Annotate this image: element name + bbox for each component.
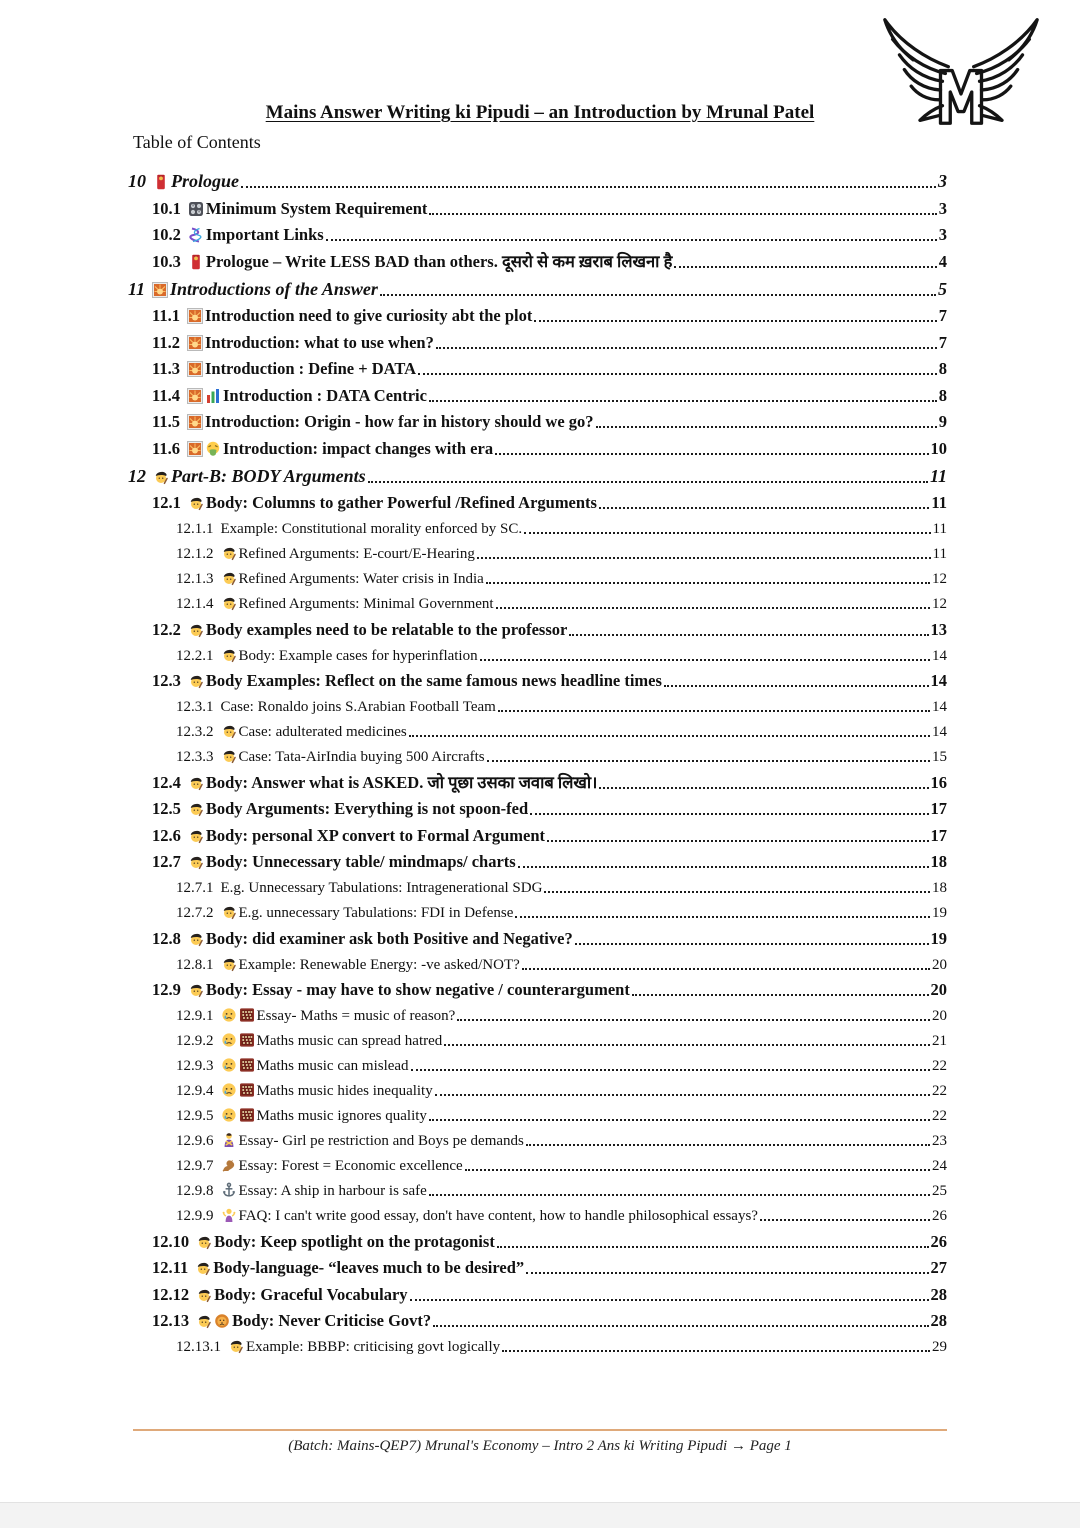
toc-entry[interactable]	[128, 538, 947, 563]
toc-entry-title: Maths music can spread hatred	[256, 1033, 443, 1049]
toc-dotted-leader	[495, 453, 928, 455]
toc-entry-page: 10	[930, 438, 947, 458]
toc-dotted-leader	[409, 735, 930, 737]
toc-entry-title: Body: Essay - may have to show negative / counterargument	[205, 980, 630, 999]
toc-dotted-leader	[522, 968, 930, 970]
toc-entry-title: E.g. unnecessary Tabulations: FDI in Defense	[238, 905, 514, 921]
toc-entry[interactable]	[128, 219, 947, 246]
toc-entry-title: FAQ: I can't write good essay, don't have content, how to handle philosophical essays?	[238, 1208, 758, 1224]
toc-entry-page: 4	[938, 251, 947, 271]
toc-entry[interactable]	[128, 563, 947, 588]
toc-entry-page: 9	[938, 412, 947, 431]
toc-dotted-leader	[457, 1019, 930, 1021]
toc-entry-title: Body examples need to be relatable to the professor	[205, 619, 568, 639]
man-artist-icon	[188, 854, 204, 870]
toc-entry[interactable]	[128, 1050, 947, 1075]
toc-entry-page: 3	[938, 171, 947, 191]
toc-entry[interactable]	[128, 192, 947, 219]
toc-entry-number: 11.5	[152, 412, 180, 431]
toc-entry-page: 11	[932, 521, 947, 537]
toc-entry[interactable]	[128, 897, 947, 922]
toc-entry[interactable]	[128, 1125, 947, 1150]
toc-dotted-leader	[429, 213, 936, 215]
toc-entry-number: 12.13.1	[176, 1339, 221, 1355]
toc-entry[interactable]	[128, 1200, 947, 1225]
man-artist-icon	[221, 545, 237, 561]
toc-dotted-leader	[760, 1219, 930, 1221]
toc-entry-number: 11.3	[152, 359, 180, 378]
abacus-icon	[239, 1082, 255, 1098]
abacus-icon	[239, 1107, 255, 1123]
toc-entry[interactable]	[128, 326, 947, 353]
toc-dotted-leader	[429, 400, 937, 402]
toc-dotted-leader	[632, 994, 929, 996]
toc-entry-number: 12.9.3	[176, 1058, 214, 1074]
toc-entry-page: 11	[932, 546, 947, 562]
toc-entry-title: Body: Example cases for hyperinflation	[238, 647, 478, 664]
toc-dotted-leader	[498, 710, 930, 712]
toc-entry-number: 12.5	[152, 799, 181, 818]
toc-entry-number: 12.9.9	[176, 1208, 214, 1224]
page-title: Mains Answer Writing ki Pipudi – an Introduction by Mrunal Patel	[265, 102, 815, 123]
toc-entry-number: 12.9.8	[176, 1183, 214, 1199]
toc-dotted-leader	[526, 1272, 928, 1274]
toc-dotted-leader	[496, 607, 930, 609]
toc-entry-title: Introduction : DATA Centric	[222, 385, 427, 405]
toc-entry-title: Essay: Forest = Economic excellence	[238, 1158, 463, 1174]
toc-entry-title: Body: did examiner ask both Positive and Negative?	[205, 928, 573, 948]
vomiting-face-icon	[205, 441, 221, 457]
toc-entry-number: 12.8	[152, 928, 181, 948]
toc-entry-number: 11.2	[152, 332, 180, 352]
toc-entry-number: 12	[128, 465, 146, 486]
toc-entry-number: 10.3	[152, 251, 181, 271]
toc-entry[interactable]	[128, 300, 947, 327]
toc-dotted-leader	[368, 481, 928, 483]
toc-dotted-leader	[544, 891, 930, 893]
toc-entry-title: Essay: A ship in harbour is safe	[238, 1183, 427, 1199]
toc-entry[interactable]	[128, 432, 947, 459]
toc-entry-title: Body: personal XP convert to Formal Argument	[205, 825, 546, 845]
toc-entry-number: 10.2	[152, 225, 181, 244]
toc-entry-page: 12	[932, 596, 947, 612]
toc-entry-number: 12.3.2	[176, 724, 214, 740]
toc-entry-number: 12.1.4	[176, 596, 214, 612]
toc-entry-page: 25	[932, 1183, 947, 1199]
toc-dotted-leader	[444, 1044, 930, 1046]
toc-entry-number: 10	[128, 171, 146, 191]
toc-entry-title: Refined Arguments: E-court/E-Hearing	[238, 546, 475, 562]
toc-entry-page: 14	[932, 724, 947, 740]
toc-entry-page: 24	[932, 1158, 947, 1174]
man-artist-icon	[221, 647, 237, 663]
toc-entry-title: Prologue – Write LESS BAD than others. दूसरो से कम ख़राब लिखना है	[205, 251, 673, 271]
footer-text: (Batch: Mains-QEP7) Mrunal's Economy – Intro 2 Ans ki Writing Pipudi → Page 1	[288, 1438, 792, 1454]
toc-entry-title: Body: Keep spotlight on the protagonist	[214, 1231, 495, 1251]
toc-entry-page: 8	[938, 385, 947, 405]
toc-entry[interactable]	[128, 1075, 947, 1100]
lion-icon	[214, 1313, 230, 1329]
man-artist-icon	[188, 828, 204, 844]
toc-entry[interactable]	[128, 1000, 947, 1025]
toc-entry[interactable]	[128, 588, 947, 613]
toc-entry-page: 16	[930, 772, 947, 792]
toc-entry-page: 26	[932, 1208, 947, 1224]
red-envelope-icon	[188, 254, 204, 270]
toc-dotted-leader	[524, 532, 930, 534]
toc-entry-title: Body-language- “leaves much to be desired”	[213, 1258, 525, 1277]
toc-entry-number: 12.9	[152, 980, 181, 999]
toc-entry[interactable]	[128, 272, 947, 300]
toc-entry-page: 28	[930, 1284, 947, 1304]
bar-chart-icon	[205, 388, 221, 404]
toc-entry-page: 18	[930, 852, 947, 871]
man-artist-icon	[221, 595, 237, 611]
toc-entry-number: 12.13	[152, 1311, 190, 1330]
toc-dotted-leader	[326, 239, 937, 241]
toc-entry[interactable]	[128, 691, 947, 716]
toc-entry-page: 19	[930, 928, 947, 948]
man-artist-icon	[188, 801, 204, 817]
toc-entry-page: 22	[932, 1108, 947, 1124]
dna-icon	[188, 227, 204, 243]
toc-entry-number: 12.3.1	[176, 699, 214, 715]
toc-entry-number: 12.10	[152, 1231, 190, 1251]
toc-entry-number: 12.4	[152, 772, 181, 792]
toc-entry-number: 12.7.2	[176, 905, 214, 921]
toc-entry-page: 29	[932, 1339, 947, 1355]
man-artist-icon	[221, 956, 237, 972]
abacus-icon	[239, 1057, 255, 1073]
toc-dotted-leader	[429, 1119, 930, 1121]
toc-entry-title: Part-B: BODY Arguments	[171, 465, 366, 486]
person-shrugging-icon	[221, 1207, 237, 1223]
man-artist-icon	[221, 570, 237, 586]
toc-entry-page: 12	[932, 571, 947, 587]
toc-entry[interactable]	[128, 513, 947, 538]
toc-dotted-leader	[674, 266, 936, 268]
toc-entry-page: 18	[932, 880, 947, 896]
toc-entry-page: 13	[930, 619, 947, 639]
toc-entry-number: 12.9.7	[176, 1158, 214, 1174]
toc-entry[interactable]	[128, 1252, 947, 1279]
toc-entry-number: 12.1	[152, 493, 181, 512]
toc-entry-title: Case: Ronaldo joins S.Arabian Football Team	[220, 699, 496, 715]
toc-dotted-leader	[433, 1325, 928, 1327]
toc-dotted-leader	[418, 373, 937, 375]
sunrise-icon	[187, 308, 203, 324]
toc-entry-page: 19	[932, 905, 947, 921]
toc-entry[interactable]	[128, 164, 947, 192]
abacus-icon	[239, 1032, 255, 1048]
toc-entry-number: 12.9.5	[176, 1108, 214, 1124]
toc-entry-title: Example: Renewable Energy: -ve asked/NOT?	[238, 956, 520, 973]
toc-entry[interactable]	[128, 949, 947, 974]
toc-dotted-leader	[575, 943, 929, 945]
toc-entry-title: Body: Never Criticise Govt?	[232, 1311, 432, 1330]
toc-entry-number: 12.2.1	[176, 647, 214, 664]
toc-entry-number: 12.2	[152, 619, 181, 639]
toc-dotted-leader	[487, 760, 930, 762]
toc-entry-number: 10.1	[152, 198, 181, 218]
toc-entry-title: Body: Graceful Vocabulary	[214, 1284, 408, 1304]
toc-entry-page: 22	[932, 1058, 947, 1074]
toc-entry[interactable]	[128, 872, 947, 897]
toc-entry-number: 12.9.6	[176, 1133, 214, 1149]
toc-entry[interactable]	[128, 459, 947, 487]
toc-entry[interactable]	[128, 793, 947, 820]
toc-entry-number: 12.1.1	[176, 521, 214, 537]
toc-entry-number: 12.1.3	[176, 571, 214, 587]
toc-entry[interactable]	[128, 406, 947, 433]
anchor-icon	[221, 1182, 237, 1198]
footer-rule	[133, 1429, 947, 1431]
toc-heading: Table of Contents	[133, 132, 261, 152]
toc-entry-number: 12.3.3	[176, 749, 214, 765]
toc-dotted-leader	[435, 1094, 930, 1096]
toc-entry-title: Example: BBBP: criticising govt logically	[246, 1339, 501, 1355]
toc-entry-page: 17	[930, 799, 947, 818]
toc-entry-title: Body: Columns to gather Powerful /Refined Arguments	[205, 493, 597, 512]
abacus-icon	[239, 1007, 255, 1023]
toc-entry[interactable]	[128, 1150, 947, 1175]
toc-entry-number: 12.9.4	[176, 1083, 214, 1099]
toc-entry-number: 12.9.1	[176, 1008, 214, 1024]
toc-entry-page: 20	[932, 1008, 947, 1024]
man-artist-icon	[221, 904, 237, 920]
toc-entry[interactable]	[128, 922, 947, 949]
toc-entry-title: Introduction: Origin - how far in history should we go?	[204, 412, 594, 431]
toc-dotted-leader	[526, 1144, 930, 1146]
toc-entry-number: 12.6	[152, 825, 181, 845]
toc-entry-title: Example: Constitutional morality enforced by SC.	[220, 521, 523, 537]
toc-dotted-leader	[480, 659, 930, 661]
man-artist-icon	[153, 469, 169, 485]
toc-dotted-leader	[569, 634, 928, 636]
toc-entry-number: 12.8.1	[176, 956, 214, 973]
toc-dotted-leader	[429, 1194, 930, 1196]
sunrise-icon	[187, 335, 203, 351]
toc-dotted-leader	[411, 1069, 930, 1071]
toc-dotted-leader	[530, 813, 928, 815]
toc-dotted-leader	[241, 186, 936, 188]
toc-entry-number: 12.9.2	[176, 1033, 214, 1049]
sunrise-icon	[187, 414, 203, 430]
toc-entry-title: Maths music can mislead	[256, 1058, 409, 1074]
toc-entry-page: 14	[930, 671, 947, 690]
sunrise-icon	[187, 441, 203, 457]
man-artist-icon	[188, 495, 204, 511]
toc-entry[interactable]	[128, 716, 947, 741]
toc-entry-title: Case: Tata-AirIndia buying 500 Aircrafts	[238, 749, 485, 765]
toc-entry[interactable]	[128, 613, 947, 640]
toc-entry-page: 5	[938, 278, 947, 299]
toc-entry-title: Case: adulterated medicines	[238, 724, 407, 740]
crying-face-icon	[221, 1057, 237, 1073]
person-gesturing-no-icon	[221, 1132, 237, 1148]
sunrise-icon	[152, 282, 168, 298]
toc-entry-title: Body: Answer what is ASKED. जो पूछा उसका जवाब लिखो।	[205, 772, 598, 792]
toc-entry[interactable]	[128, 846, 947, 873]
toc-entry-title: Introduction need to give curiosity abt the plot	[204, 306, 533, 325]
sunrise-icon	[187, 388, 203, 404]
toc-entry-title: Introduction: impact changes with era	[222, 438, 494, 458]
toc-entry-page: 14	[932, 699, 947, 715]
toc-dotted-leader	[497, 1246, 929, 1248]
viewer-background-strip	[0, 1502, 1080, 1528]
toc-entry-page: 27	[930, 1258, 947, 1277]
toc-entry-number: 12.3	[152, 671, 181, 690]
toc-dotted-leader	[518, 866, 929, 868]
sunrise-icon	[187, 361, 203, 377]
toc-dotted-leader	[599, 787, 928, 789]
toc-dotted-leader	[515, 916, 930, 918]
toc-entry[interactable]	[128, 819, 947, 846]
toc-entry[interactable]	[128, 640, 947, 665]
toc-entry-page: 7	[938, 332, 947, 352]
crying-face-icon	[221, 1032, 237, 1048]
toc-entry-title: Body: Unnecessary table/ mindmaps/ charts	[205, 852, 516, 871]
kangaroo-icon	[221, 1157, 237, 1173]
toc-entry-page: 22	[932, 1083, 947, 1099]
crying-face-icon	[221, 1007, 237, 1023]
toc-entry[interactable]	[128, 245, 947, 272]
toc-entry-title: Maths music ignores quality	[256, 1108, 427, 1124]
toc-entry-page: 7	[938, 306, 947, 325]
toc-entry-page: 23	[932, 1133, 947, 1149]
toc-dotted-leader	[486, 582, 930, 584]
toc-dotted-leader	[410, 1299, 929, 1301]
toc-entry-page: 20	[930, 980, 947, 999]
toc-entry-title: E.g. Unnecessary Tabulations: Intragenerational SDG	[220, 880, 543, 896]
toc-entry-page: 14	[932, 647, 947, 664]
toc-entry-page: 21	[932, 1033, 947, 1049]
toc-entry-title: Body Examples: Reflect on the same famous news headline times	[205, 671, 662, 690]
toc-entry-number: 11.1	[152, 306, 180, 325]
toc-entry[interactable]	[128, 1025, 947, 1050]
red-envelope-icon	[153, 174, 169, 190]
crying-face-icon	[221, 1082, 237, 1098]
toc-entry-number: 11.4	[152, 385, 180, 405]
crying-face-icon	[221, 1107, 237, 1123]
toc-entry-title: Body Arguments: Everything is not spoon-fed	[205, 799, 529, 818]
man-artist-icon	[188, 622, 204, 638]
toc-entry[interactable]	[128, 974, 947, 1001]
toc-entry-page: 28	[930, 1311, 947, 1330]
toc-entry[interactable]	[128, 665, 947, 692]
toc-entry-page: 3	[938, 225, 947, 244]
toc-dotted-leader	[599, 507, 929, 509]
toc-entry[interactable]	[128, 1305, 947, 1332]
man-artist-icon	[196, 1234, 212, 1250]
toc-dotted-leader	[465, 1169, 930, 1171]
toc-entry[interactable]	[128, 1225, 947, 1252]
toc-dotted-leader	[436, 347, 937, 349]
table-of-contents	[128, 164, 947, 1356]
toc-entry[interactable]	[128, 1100, 947, 1125]
man-artist-icon	[228, 1338, 244, 1354]
toc-entry-title: Introduction : Define + DATA	[204, 359, 417, 378]
toc-dotted-leader	[596, 426, 937, 428]
toc-entry[interactable]	[128, 1175, 947, 1200]
toc-entry[interactable]	[128, 1278, 947, 1305]
toc-entry-title: Important Links	[205, 225, 324, 244]
toc-entry-page: 17	[930, 825, 947, 845]
control-knobs-icon	[188, 201, 204, 217]
toc-entry[interactable]	[128, 1331, 947, 1356]
toc-entry-number: 12.11	[152, 1258, 189, 1277]
toc-entry[interactable]	[128, 766, 947, 793]
toc-entry[interactable]	[128, 353, 947, 380]
toc-entry-title: Refined Arguments: Minimal Government	[238, 596, 494, 612]
toc-dotted-leader	[547, 840, 928, 842]
man-artist-icon	[188, 775, 204, 791]
toc-entry-number: 12.7	[152, 852, 181, 871]
toc-entry-number: 11.6	[152, 438, 180, 458]
man-artist-icon	[188, 931, 204, 947]
toc-entry-number: 11	[128, 278, 146, 299]
toc-entry-title: Essay- Maths = music of reason?	[256, 1008, 456, 1024]
toc-entry-title: Refined Arguments: Water crisis in India	[238, 571, 484, 587]
man-artist-icon	[188, 673, 204, 689]
toc-entry-number: 12.12	[152, 1284, 190, 1304]
toc-entry[interactable]	[128, 741, 947, 766]
toc-dotted-leader	[534, 320, 936, 322]
toc-entry-page: 20	[932, 956, 947, 973]
toc-entry-page: 3	[938, 198, 947, 218]
toc-entry[interactable]	[128, 379, 947, 406]
man-artist-icon	[196, 1287, 212, 1303]
toc-entry-title: Maths music hides inequality	[256, 1083, 433, 1099]
toc-entry-title: Minimum System Requirement	[205, 198, 428, 218]
toc-entry-number: 12.7.1	[176, 880, 214, 896]
toc-dotted-leader	[380, 294, 936, 296]
toc-dotted-leader	[502, 1350, 930, 1352]
man-artist-icon	[196, 1313, 212, 1329]
toc-entry-title: Essay- Girl pe restriction and Boys pe demands	[238, 1133, 524, 1149]
toc-entry-page: 26	[930, 1231, 947, 1251]
toc-entry-title: Introductions of the Answer	[170, 278, 378, 299]
toc-entry-title: Introduction: what to use when?	[204, 332, 434, 352]
man-artist-icon	[188, 982, 204, 998]
toc-entry-page: 8	[938, 359, 947, 378]
toc-entry-number: 12.1.2	[176, 546, 214, 562]
man-artist-icon	[195, 1260, 211, 1276]
toc-entry-page: 11	[931, 493, 947, 512]
toc-dotted-leader	[477, 557, 931, 559]
man-artist-icon	[221, 748, 237, 764]
toc-dotted-leader	[664, 685, 929, 687]
toc-entry[interactable]	[128, 487, 947, 514]
toc-entry-page: 11	[929, 465, 947, 486]
toc-entry-title: Prologue	[171, 171, 240, 191]
toc-entry-page: 15	[932, 749, 947, 765]
man-artist-icon	[221, 723, 237, 739]
